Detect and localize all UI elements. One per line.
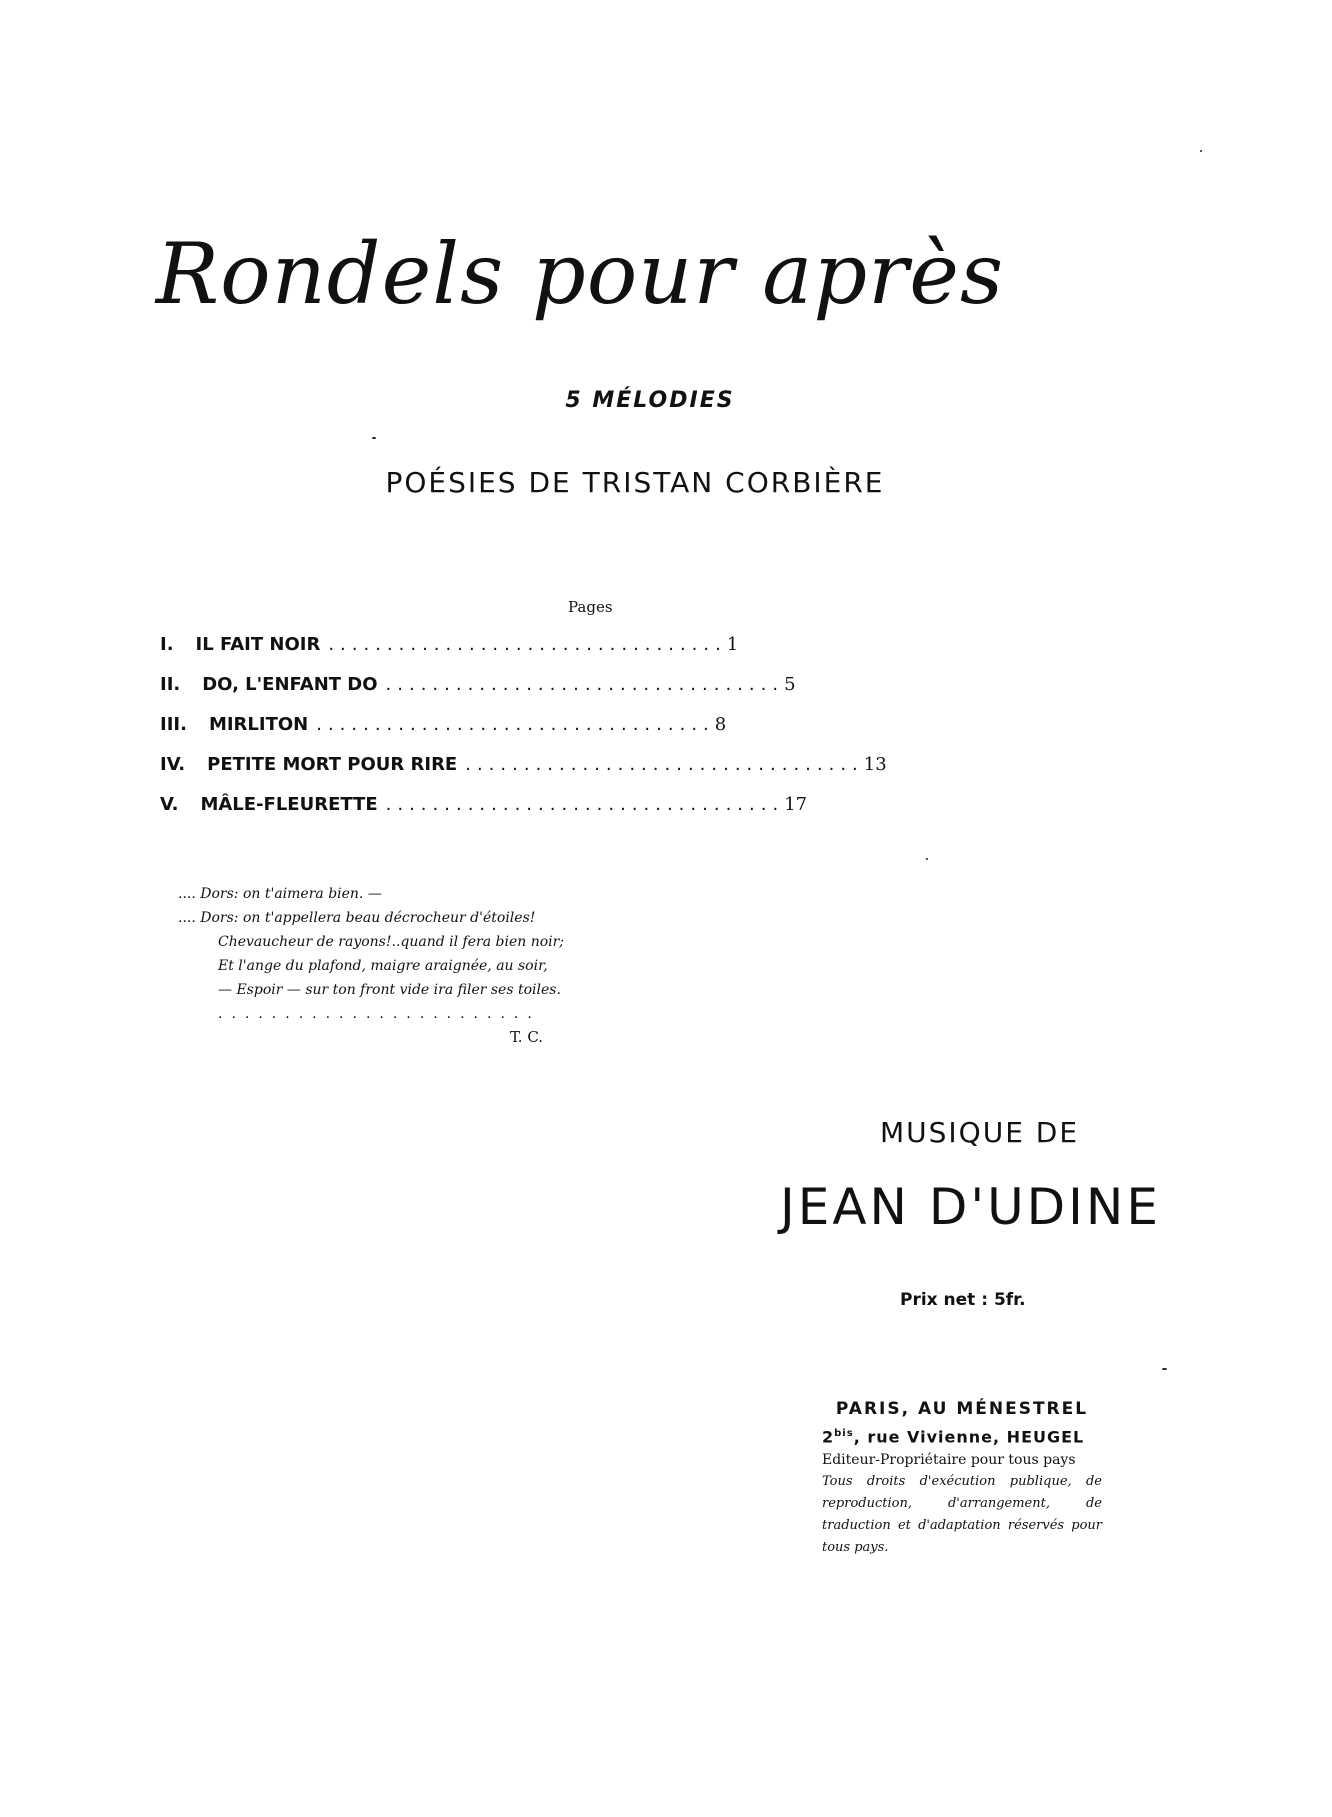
- poet-credit: POÉSIES DE TRISTAN CORBIÈRE: [385, 466, 885, 499]
- toc-item: [160, 664, 796, 704]
- page-title: Rondels pour après: [155, 225, 1005, 323]
- leader-dots: ..................................: [316, 713, 715, 735]
- epigraph-line: .... Dors: on t'appellera beau décrocheur d'étoiles!: [178, 910, 536, 926]
- toc-title: MIRLITON: [208, 713, 309, 735]
- toc-number: II.: [160, 673, 181, 695]
- toc-item: [160, 624, 739, 664]
- price: Prix net : 5fr.: [900, 1290, 1026, 1310]
- epigraph-line: Et l'ange du plafond, maigre araignée, au soir,: [218, 958, 548, 974]
- epigraph-line: — Espoir — sur ton front vide ira filer ses toiles.: [218, 982, 561, 998]
- epigraph: [178, 882, 618, 1026]
- address-number: 2: [822, 1427, 835, 1447]
- toc-item: [160, 704, 727, 744]
- table-of-contents: [160, 624, 887, 824]
- pages-column-label: Pages: [568, 598, 613, 616]
- rights-notice: Tous droits d'exécution publique, de reproduction, d'arrangement, de traduction et d'adaptation réservés pour tous pays.: [822, 1474, 1102, 1556]
- leader-dots: ..................................: [328, 633, 727, 655]
- publisher-address: [822, 1422, 1102, 1449]
- scan-speck: [372, 437, 376, 439]
- leader-dots: ..................................: [465, 753, 864, 775]
- epigraph-line: .... Dors: on t'aimera bien. —: [178, 886, 382, 902]
- toc-title: DO, L'ENFANT DO: [202, 673, 378, 695]
- toc-title: PETITE MORT POUR RIRE: [207, 753, 458, 775]
- toc-number: IV.: [160, 753, 186, 775]
- toc-item: [160, 744, 887, 784]
- toc-number: V.: [160, 793, 179, 815]
- toc-item: [160, 784, 808, 824]
- address-street: , rue Vivienne, HEUGEL: [853, 1427, 1085, 1447]
- epigraph-dots: ........................: [218, 1006, 541, 1022]
- toc-number: I.: [160, 633, 174, 655]
- toc-title: MÂLE-FLEURETTE: [200, 793, 378, 815]
- publisher-block: [822, 1396, 1102, 1559]
- toc-number: III.: [160, 713, 187, 735]
- epigraph-line: Chevaucheur de rayons!..quand il fera bien noir;: [218, 934, 565, 950]
- toc-page: 1: [726, 633, 739, 655]
- composer-name: JEAN D'UDINE: [780, 1178, 1161, 1236]
- scan-speck: [1162, 1368, 1167, 1370]
- epigraph-initials: T. C.: [510, 1028, 544, 1046]
- toc-page: 8: [714, 713, 727, 735]
- leader-dots: ..................................: [385, 673, 785, 695]
- toc-page: 13: [863, 753, 887, 775]
- toc-page: 17: [784, 793, 808, 815]
- leader-dots: ..................................: [385, 793, 785, 815]
- address-suffix: bis: [834, 1428, 854, 1439]
- subtitle: 5 MÉLODIES: [565, 388, 735, 413]
- publisher-city: PARIS, AU MÉNESTREL: [835, 1399, 1089, 1419]
- music-credit: MUSIQUE DE: [880, 1116, 1080, 1149]
- scan-speck: [926, 858, 928, 860]
- scan-speck: [1200, 150, 1202, 152]
- toc-page: 5: [784, 673, 796, 695]
- publisher-role: Editeur-Propriétaire pour tous pays: [822, 1452, 1076, 1469]
- toc-title: IL FAIT NOIR: [195, 633, 321, 655]
